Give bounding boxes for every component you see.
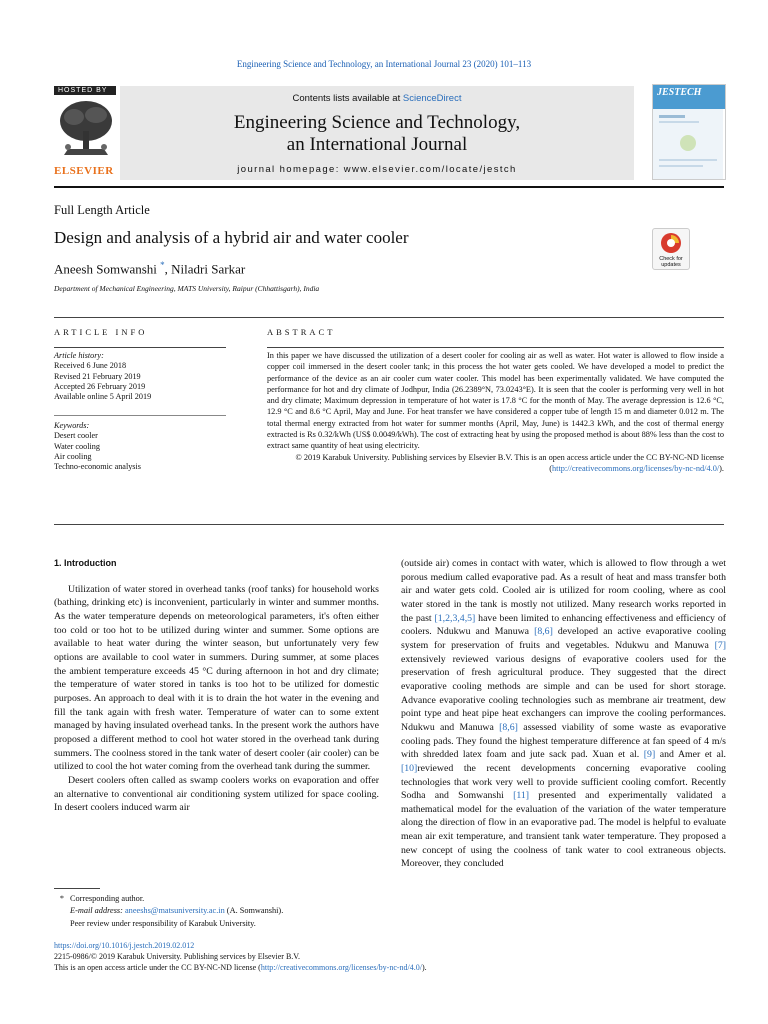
keyword: Water cooling [54, 441, 100, 451]
keyword: Air cooling [54, 451, 92, 461]
affiliation: Department of Mechanical Engineering, MATS University, Raipur (Chhattisgarh), India [54, 284, 320, 293]
info-divider [54, 415, 226, 416]
article-info-heading: ARTICLE INFO [54, 327, 148, 337]
reference-link[interactable]: [8,6] [499, 721, 518, 733]
reference-link[interactable]: [1,2,3,4,5] [434, 612, 476, 624]
reference-link[interactable]: [10] [401, 762, 418, 774]
keywords-label: Keywords: [54, 421, 90, 430]
peer-review-note: Peer review under responsibility of Karabuk University. [70, 918, 256, 928]
elsevier-wordmark: ELSEVIER [54, 165, 114, 177]
sciencedirect-link[interactable]: ScienceDirect [402, 93, 462, 104]
cover-label: JESTECH [653, 85, 725, 109]
license-link[interactable]: http://creativecommons.org/licenses/by-nc-nd/4.0/ [260, 963, 422, 973]
elsevier-logo [54, 86, 118, 182]
journal-title-box [120, 86, 634, 180]
license-link[interactable]: http://creativecommons.org/licenses/by-nc-nd/4.0/ [552, 463, 720, 473]
header-divider [54, 186, 724, 188]
reference-link[interactable]: [7] [714, 639, 726, 651]
check-updates-icon [660, 232, 682, 254]
journal-cover-thumbnail[interactable] [652, 84, 726, 180]
history-item: Available online 5 April 2019 [54, 392, 152, 402]
paragraph: Desert coolers often called as swamp coolers works on evaporation and offer an alternative to conventional air conditioning system utilized for space cooling. In desert coolers induced warm air [54, 774, 379, 814]
reference-link[interactable]: [11] [513, 790, 530, 802]
hosted-by-label: HOSTED BY [54, 86, 116, 95]
open-access-line: This is an open access article under the CC BY-NC-ND license (http://creativecommons.org/licenses/by-nc-nd/4.0/). [54, 963, 427, 973]
journal-homepage[interactable]: journal homepage: www.elsevier.com/locate/jestch [237, 164, 517, 175]
doi-link[interactable]: https://doi.org/10.1016/j.jestch.2019.02.012 [54, 941, 195, 950]
history-item: Accepted 26 February 2019 [54, 381, 146, 391]
journal-citation[interactable]: Engineering Science and Technology, an International Journal 23 (2020) 101–113 [236, 59, 532, 69]
history-item: Received 6 June 2018 [54, 361, 127, 371]
body-left-column [54, 557, 379, 815]
section-divider [54, 317, 724, 318]
history-label: Article history: [54, 351, 104, 360]
journal-header [54, 86, 714, 182]
check-updates-label: Check for updates [659, 256, 683, 268]
paragraph: (outside air) comes in contact with water, which is allowed to flow through a wet porous medium called evaporative pad. As a result of heat and mass transfer both air and water gets cold. Cooled air is utilized for room cooling, where as cool water stored in the tank is mostly not utilized. Many research works reported in the past [1,2,3,4,5] have been limited to enhancing effectiveness and efficiency of coolers. Ndukwu and Manuwa [8,6] developed an active evaporative cooling system for preservation of fruits and vegetables. Ndukwu and Manuwa [7] extensively reviewed various designs of evaporative coolers used for the preservation of fresh agricultural produce. They suggested that the direct evaporative cooling methods are simple and can be used for short storage. Advance evaporative cooling technologies such as membrane air treatment, dew point type and heat pipe heat exchangers can improve the cooling performances. Ndukwu and Manuwa [8,6] assessed viability of some waste as evaporative cooling pads. They found the highest temperature difference at fan speed of 4 m/s with shredded latex foam and jute sack pad. Xuan et al. [9] and Amer et al. [10]reviewed the recent developments concerning evaporative cooling technologies that work very well to provide sufficient cooling comfort. Recently Sodha and Somwanshi [11] presented and experimentally validated a mathematical model for the evaluation of the variation of the water temperature along the direction of flow in an evaporative pad. The model is helpful to evaluate mean air exit temperature, and transient tank water temperature. They proposed a new concept of using the coolness of tank water to cool extraneous objects. Moreover, they concluded [401, 558, 726, 870]
email-line: E-mail address: aneeshs@matsuniversity.ac.in (A. Somwanshi). [70, 906, 284, 916]
footnote [54, 893, 283, 930]
author-list: Aneesh Somwanshi *, Niladri Sarkar [54, 260, 246, 277]
article-title: Design and analysis of a hybrid air and water cooler [54, 228, 409, 247]
reference-link[interactable]: [9] [643, 749, 656, 761]
keyword: Desert cooler [54, 431, 98, 441]
section-title: 1. Introduction [54, 558, 117, 568]
corresponding-author-note: * Corresponding author. [59, 894, 145, 903]
cover-art-icon [653, 109, 723, 179]
author-name[interactable]: Niladri Sarkar [171, 261, 246, 277]
history-item: Revised 21 February 2019 [54, 371, 141, 381]
abstract-copyright: © 2019 Karabuk University. Publishing services by Elsevier B.V. This is an open access article under the CC BY-NC-ND license (http://creativecommons.org/licenses/by-nc-nd/4.0/). [295, 452, 724, 473]
body-right-column [401, 557, 726, 871]
abstract-heading: ABSTRACT [267, 327, 336, 337]
corresponding-author-marker[interactable]: * [160, 260, 165, 270]
abstract-divider [267, 347, 724, 348]
check-for-updates-button[interactable] [652, 228, 690, 270]
contents-line: Contents lists available at ScienceDirect [292, 93, 462, 104]
article-type: Full Length Article [54, 203, 150, 217]
abstract-text: In this paper we have discussed the utilization of a desert cooler for cooling air as well as water. Hot water is allowed to flow inside a copper coil immersed in the desert cooler tank; in this process the hot water gets cooled. We have developed a model to predict the performance of the device as an air cooler cum water cooler. This model has been experimentally validated. We have computed the performance for hot and dry climate of Jodhpur, India (26.2389°N, 73.0243°E). It is seen that the cooler is performing very well in hot and dry climate; Maximum depression in temperature of hot water is 17.8 °C for the month of May. The average depression is 12.6 °C, 12.9 °C and 8.6 °C April, May and June. For heat transfer we have considered a copper tube of length 15 m and diameter 0.012 m. The total thermal energy extracted from hot water for summer months (April, May, June) is 1442.3 kWh, and the cost of thermal energy extracted is Rs 0.32/kWh (US$ 0.0049/kWh). The cost of extracting heat by using the proposed method is about 88% less than the cost to extract same quantity of heat using electricity. © 2019 Karabuk University. Publishing services by Elsevier B.V. This is an open access article under the CC BY-NC-ND license (http://creativecommons.org/licenses/by-nc-nd/4.0/). [267, 351, 724, 473]
info-divider [54, 347, 226, 348]
reference-link[interactable]: [8,6] [534, 626, 553, 638]
email-link[interactable]: aneeshs@matsuniversity.ac.in [125, 906, 225, 916]
article-history [54, 351, 151, 402]
footnote-divider [54, 888, 100, 889]
author-name[interactable]: Aneesh Somwanshi [54, 261, 157, 277]
bottom-matter [54, 940, 427, 974]
keyword: Techno-economic analysis [54, 462, 141, 472]
paragraph: Utilization of water stored in overhead tanks (roof tanks) for household works (bathing, drinking etc) is inconvenient, particularly in winter and summer months. As the water temperature depends on meteorological parameters, it's often either too cold or too hot to be utilized during winter and summer. Some options are available to heat water during the winter season, but unfortunately very few options are available to cool water in summers. During summer, at some places the ambient temperature exceeds 45 °C during afternoon in hot and dry climate; the temperature of water stored in tanks is too hot to be utilized for domestic purposes. An approach to deal with it is to drain the hot water in the evening and fill the tank again with fresh water. Temperature of water can to some extent managed by having insulated overhead tanks. In the present work the authors have proposed a different method to cool hot water stored in the overhead tank during summers. The coolness stored in the tank water of desert cooler (air cooler) can be utilized to cool the hot water coming from the overhead tank during the summer. [54, 583, 379, 773]
keywords-block [54, 421, 141, 472]
journal-title: Engineering Science and Technology, an International Journal [233, 112, 521, 155]
section-divider [54, 524, 724, 525]
issn-line: 2215-0986/© 2019 Karabuk University. Publishing services by Elsevier B.V. [54, 952, 301, 962]
elsevier-tree-icon [54, 97, 118, 159]
